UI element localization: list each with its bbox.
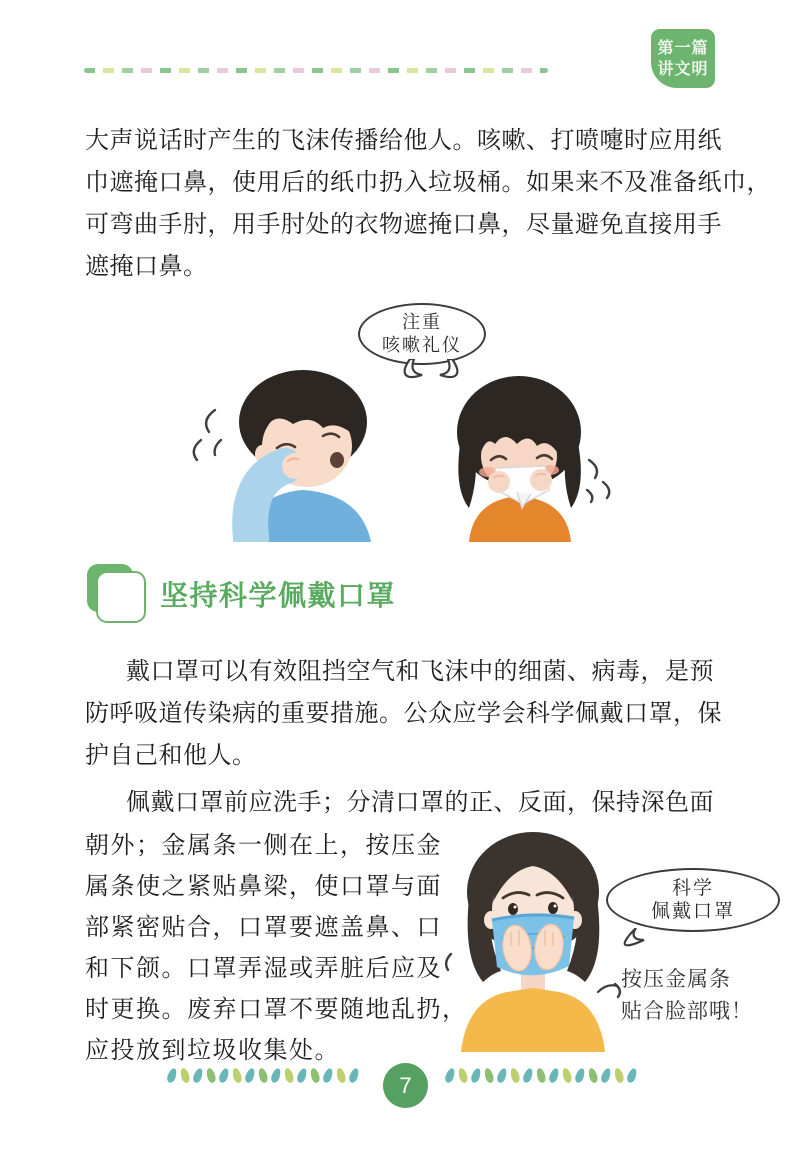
text-line: 巾遮掩口鼻，使用后的纸巾扔入垃圾桶。如果来不及准备纸巾， bbox=[85, 170, 771, 196]
woman-mask-illustration bbox=[445, 814, 623, 1052]
leaf-icon bbox=[270, 1067, 283, 1084]
leaf-icon bbox=[192, 1067, 205, 1084]
mask-paragraph-2-rest bbox=[85, 826, 468, 1072]
leaf-icon bbox=[509, 1067, 521, 1084]
leaf-icon bbox=[348, 1067, 361, 1084]
leaf-icon bbox=[231, 1067, 243, 1084]
leaf-icon bbox=[600, 1067, 613, 1084]
text-line: 属条使之紧贴鼻梁，使口罩与面 bbox=[85, 874, 442, 900]
section-title: 坚持科学佩戴口罩 bbox=[160, 580, 397, 611]
leaf-icon bbox=[257, 1067, 269, 1084]
text-line: 防呼吸道传染病的重要措施。公众应学会科学佩戴口罩，保 bbox=[85, 701, 722, 727]
text-line: 佩戴口罩前应洗手；分清口罩的正、反面，保持深色面 bbox=[126, 790, 714, 816]
section-number-badge bbox=[87, 564, 133, 612]
leaf-icon bbox=[548, 1067, 561, 1084]
leaf-icon bbox=[470, 1067, 483, 1084]
speech-bubble-line2: 咳嗽礼仪 bbox=[382, 335, 462, 355]
leaf-icon bbox=[218, 1067, 231, 1084]
text-line: 和下颌。口罩弄湿或弄脏后应及 bbox=[85, 956, 442, 982]
chapter-tab-line2: 讲文明 bbox=[657, 60, 709, 78]
text-line: 可弯曲手肘，用手肘处的衣物遮掩口鼻，尽量避免直接用手 bbox=[85, 212, 722, 238]
mask-caption bbox=[621, 963, 753, 1027]
leaf-icon bbox=[535, 1067, 547, 1084]
leaf-icon bbox=[335, 1067, 347, 1084]
leaf-icon bbox=[283, 1067, 295, 1084]
leaf-icon bbox=[574, 1067, 587, 1084]
mask-paragraph-1 bbox=[85, 651, 745, 777]
leaf-icon bbox=[166, 1067, 179, 1084]
leaf-icon bbox=[626, 1067, 639, 1084]
leaf-icon bbox=[587, 1067, 599, 1084]
text-line: 部紧密贴合，口罩要遮盖鼻、口 bbox=[85, 915, 442, 941]
leaf-icon bbox=[309, 1067, 321, 1084]
leaf-icon bbox=[205, 1067, 217, 1084]
intro-paragraph bbox=[85, 120, 771, 288]
leaf-row-left bbox=[168, 1068, 358, 1083]
leaf-row-right bbox=[446, 1068, 636, 1083]
speech-bubble-cough bbox=[358, 303, 486, 365]
mask-paragraph-2-first-line bbox=[85, 782, 745, 824]
speech-bubble-mask bbox=[606, 868, 780, 932]
text-line: 朝外；金属条一侧在上，按压金 bbox=[85, 833, 442, 859]
boy-coughing-illustration bbox=[194, 370, 371, 542]
leaf-icon bbox=[522, 1067, 535, 1084]
motion-stroke-icon bbox=[596, 982, 618, 996]
text-line: 时更换。废弃口罩不要随地乱扔， bbox=[85, 997, 468, 1023]
speech-bubble-line1: 科学 bbox=[671, 878, 714, 899]
leaf-icon bbox=[322, 1067, 335, 1084]
dashed-divider bbox=[84, 68, 548, 73]
section-number: 8 bbox=[101, 571, 119, 604]
leaf-icon bbox=[444, 1067, 457, 1084]
leaf-icon bbox=[179, 1067, 191, 1084]
leaf-icon bbox=[483, 1067, 495, 1084]
leaf-icon bbox=[457, 1067, 469, 1084]
mask-caption-line2: 贴合脸部哦！ bbox=[621, 999, 753, 1023]
text-line: 戴口罩可以有效阻挡空气和飞沫中的细菌、病毒，是预 bbox=[126, 659, 714, 685]
mask-caption-line1: 按压金属条 bbox=[621, 967, 731, 991]
chapter-tab-line1: 第一篇 bbox=[657, 39, 709, 57]
leaf-icon bbox=[496, 1067, 509, 1084]
speech-bubble-line1: 注重 bbox=[402, 312, 442, 332]
leaf-icon bbox=[561, 1067, 573, 1084]
text-line: 遮掩口鼻。 bbox=[85, 254, 208, 280]
children-cough-illustration bbox=[185, 360, 625, 542]
speech-bubble-line2: 佩戴口罩 bbox=[650, 901, 735, 922]
leaf-icon bbox=[296, 1067, 309, 1084]
page-number-badge bbox=[383, 1063, 428, 1108]
leaf-icon bbox=[244, 1067, 257, 1084]
leaf-icon bbox=[613, 1067, 625, 1084]
text-line: 应投放到垃圾收集处。 bbox=[85, 1038, 340, 1064]
page-number: 7 bbox=[399, 1072, 412, 1098]
chapter-tab bbox=[651, 29, 715, 88]
girl-sneezing-illustration bbox=[457, 376, 609, 542]
text-line: 大声说话时产生的飞沫传播给他人。咳嗽、打喷嚏时应用纸 bbox=[85, 128, 722, 154]
speech-bubble-tail-icon bbox=[612, 928, 652, 950]
text-line: 护自己和他人。 bbox=[85, 743, 257, 769]
